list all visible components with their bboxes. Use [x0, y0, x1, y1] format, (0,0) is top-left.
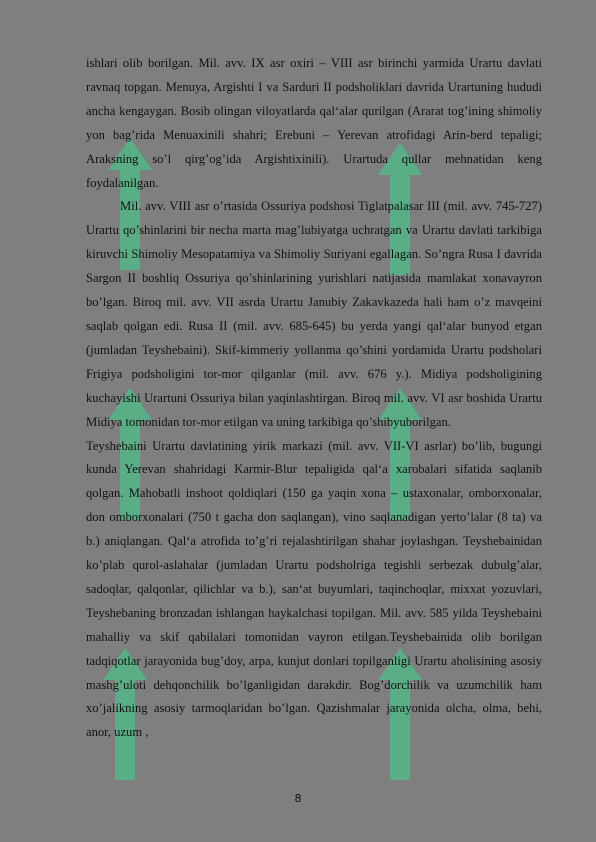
body-text: [86, 52, 542, 745]
paragraph: ishlari olib borilgan. Mil. avv. IX asr oxiri – VIII asr birinchi yarmida Urartu davlati ravnaq topgan. Menuya, Argishti I va Sarduri II podsholiklari davrida Urartuning hududi ancha kengaygan. Bosib olingan viloyatlarda qal‘alar qurilgan (Ararat tog’ining shimoliy yon bag’rida Menuaxinili shahri; Erebuni – Yerevan atrofidagi Arin-berd tepaligi; Araksning so’l qirg’og’ida Argishtixinili). Urartuda qullar mehnatidan keng foydalanilgan.: [86, 56, 542, 190]
paragraph: Mil. avv. VIII asr o’rtasida Ossuriya podshosi Tiglatpalasar III (mil. avv. 745-727) Urartu qo’shinlarini bir necha marta mag’lubiyatga uchratgan va Urartu davlati tarkibiga kiruvchi Shimoliy Mesopatamiya va Shimoliy Suriyani egallagan. So’ngra Rusa I davrida Sargon II boshliq Ossuriya qo’shinlarining yurishlari natijasida mamlakat xonavayron bo’lgan. Biroq mil. avv. VII asrda Urartu Janubiy Zakavkazeda hali ham o’z mavqeini saqlab qolgan edi. Rusa II (mil. avv. 685-645) bu yerda yangi qal‘alar bunyod etgan (jumladan Teyshebaini). Skif-kimmeriy yollanma qo’shini yordamida Urartu podsholari Frigiya podsholigini tor-mor qilganlar (mil. avv. 676 y.). Midiya podsholigining kuchayishi Urartuni Ossuriya bilan yaqinlashtirgan. Biroq mil. avv. VI asr boshida Urartu Midiya tomonidan tor-mor etilgan va uning tarkibiga qo’shibyuborilgan.: [86, 199, 542, 429]
page-number: 8: [294, 792, 302, 805]
paragraph: Teyshebaini Urartu davlatining yirik markazi (mil. avv. VII-VI asrlar) bo’lib, bugungi kunda Yerevan shahridagi Karmir-Blur tepaligida qal‘a xarobalari sifatida saqlanib qolgan. Mahobatli inshoot qoldiqlari (150 ga yaqin xona – ustaxonalar, omborxonalar, don omborxonalari (750 t gacha don saqlangan), vino saqlanadigan yerto’lalar (8 ta) va b.) aniqlangan. Qal‘a atrofida to’g’ri rejalashtirilgan shahar joylashgan. Teyshebainidan ko’plab qurol-aslahalar (jumladan Urartu podsholriga tegishli serbezak dubulg’alar, sadoqlar, qalqonlar, qilichlar va b.), san‘at buyumlari, taqinchoqlar, mixxat yozuvlari, Teyshebaning bronzadan ishlangan haykalchasi topilgan. Mil. avv. 585 yilda Teyshebaini mahalliy va skif qabilalari tomonidan vayron etilgan.Teyshebainida olib borilgan tadqiqotlar jarayonida bug’doy, arpa, kunjut donlari topilganligi Urartu aholisining asosiy mashg’uloti dehqonchilik bo’lganligidan darakdir. Bog’dorchilik va uzumchilik ham xo’jalikning asosiy tarmoqlaridan bo’lgan. Qazishmalar jarayonida olcha, olma, behi, anor, uzum ,: [86, 438, 542, 740]
